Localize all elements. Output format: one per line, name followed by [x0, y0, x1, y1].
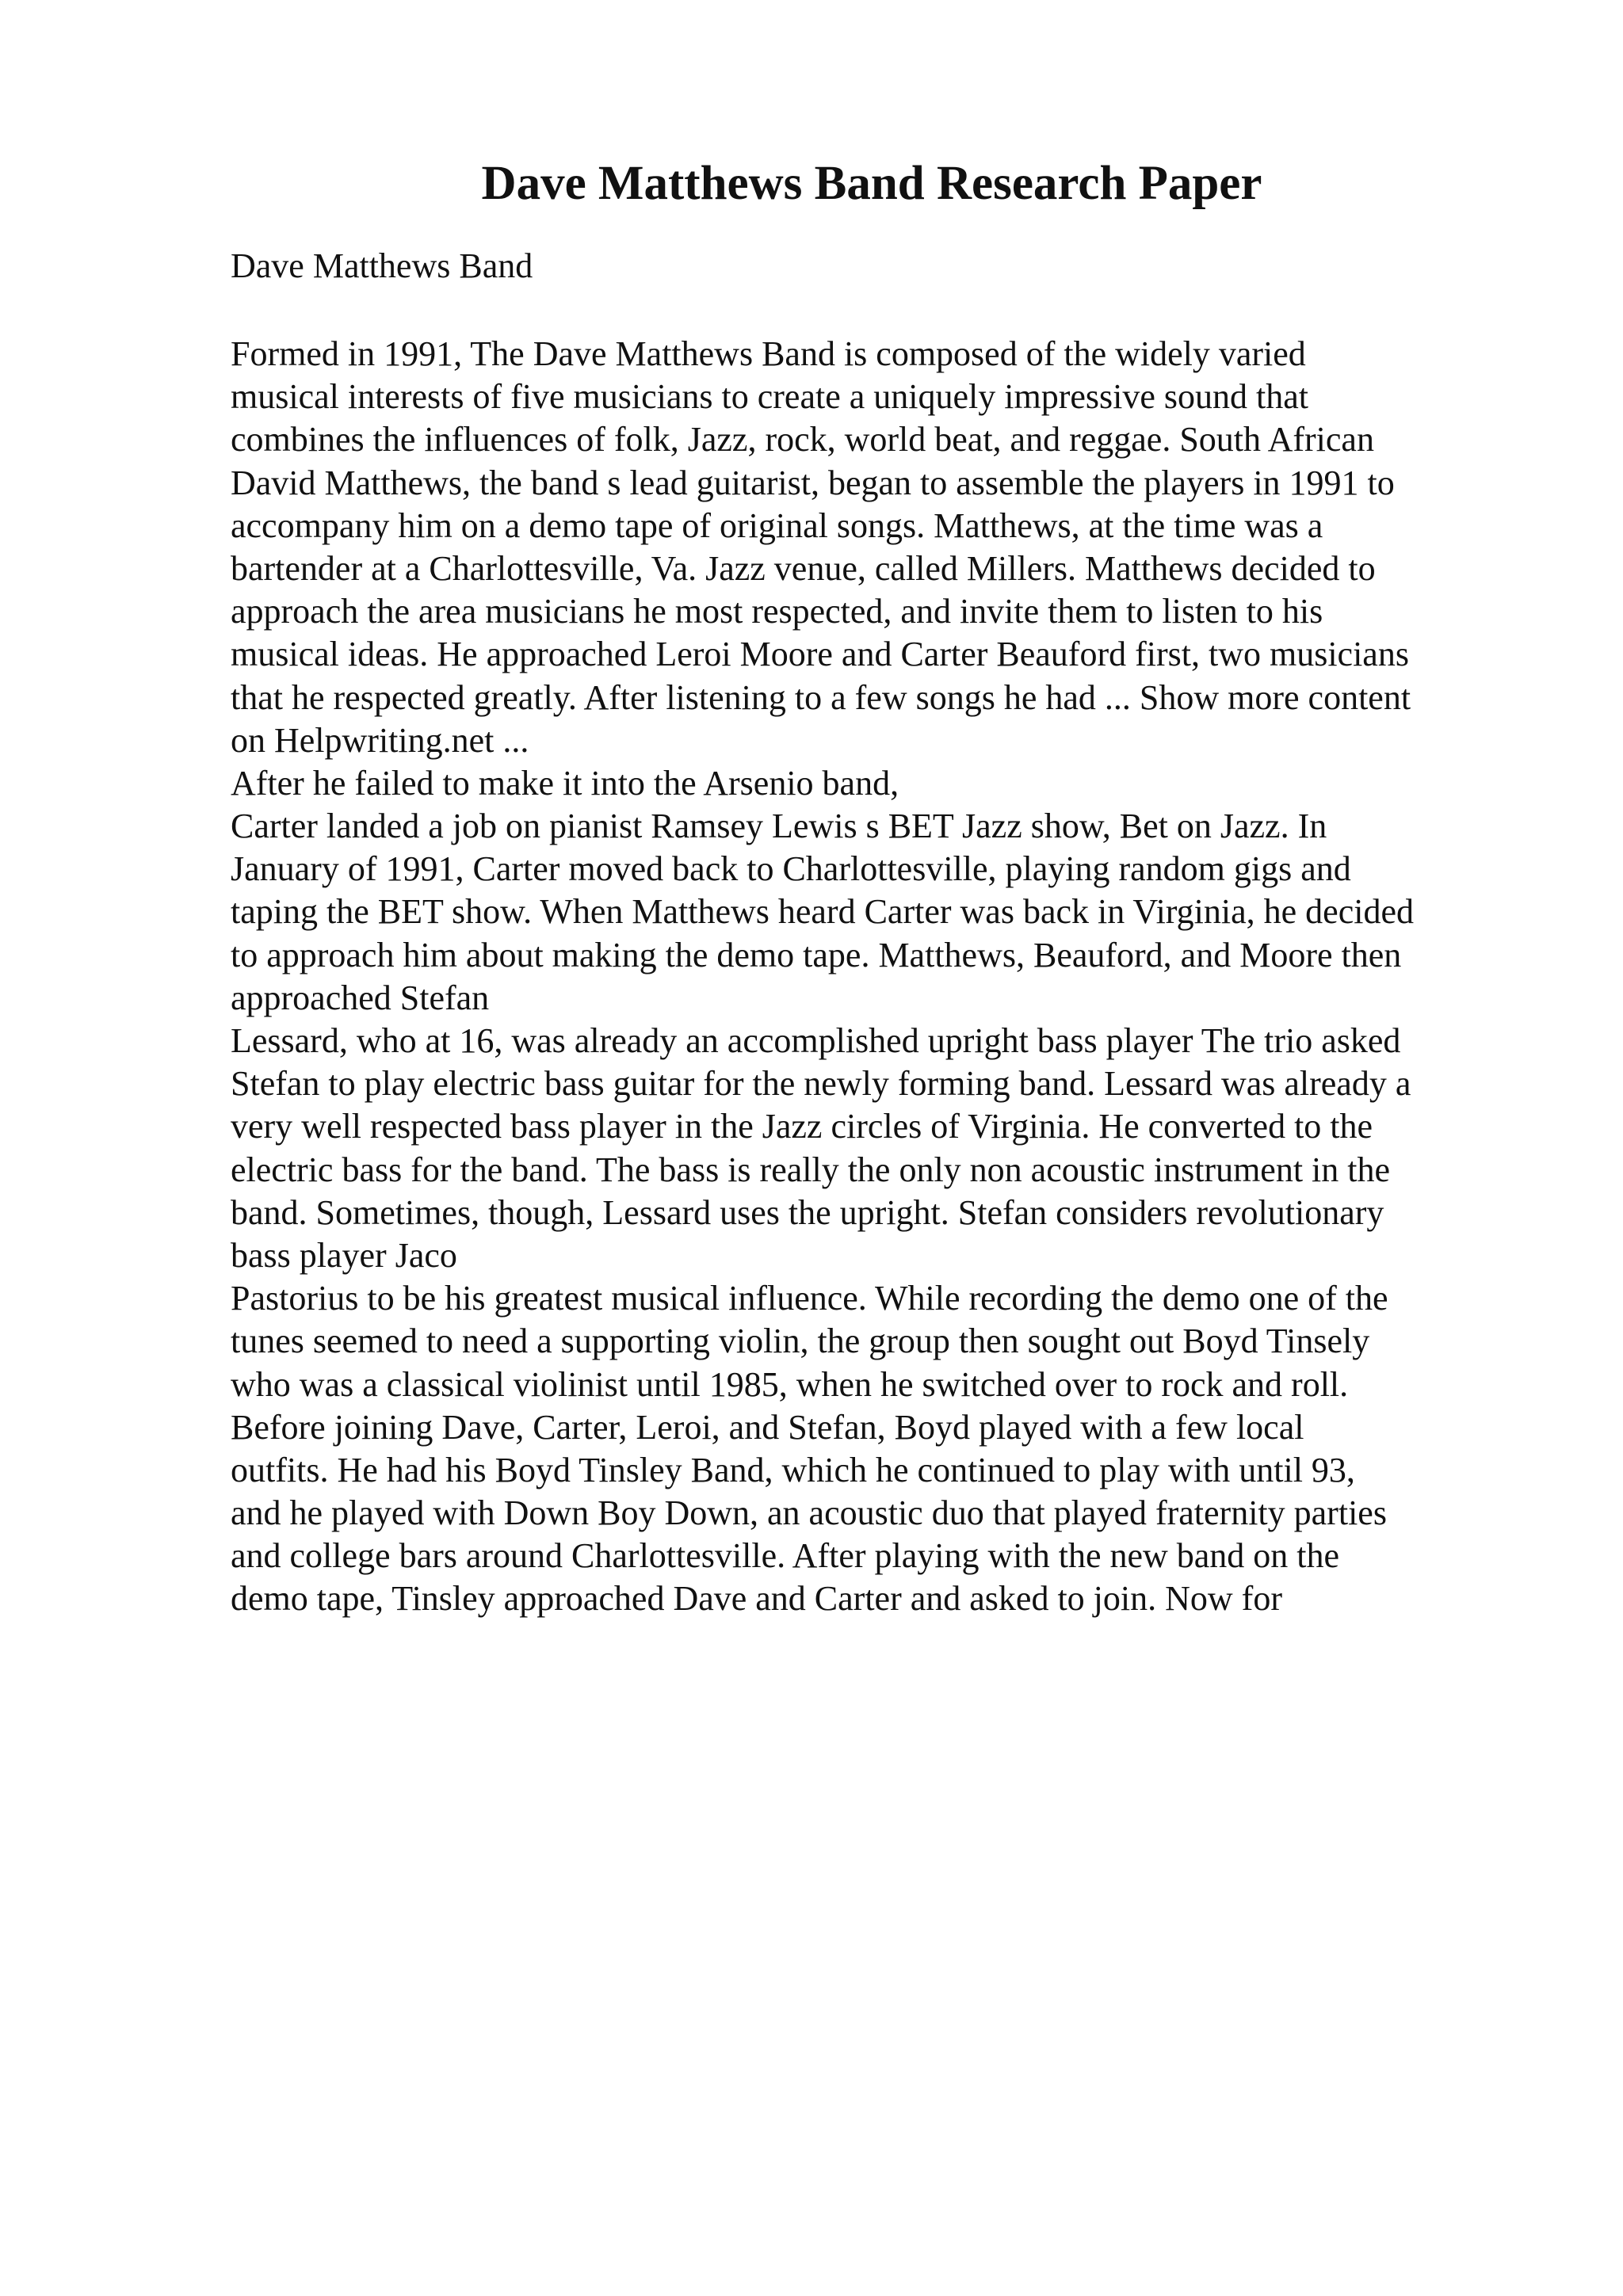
body-line: Pastorius to be his greatest musical influence. While recording the demo one of the [231, 1279, 1388, 1318]
body-line: Stefan to play electric bass guitar for the newly forming band. Lessard was already a [231, 1064, 1411, 1104]
body-line: bartender at a Charlottesville, Va. Jazz venue, called Millers. Matthews decided to [231, 548, 1376, 588]
body-line: on Helpwriting.net ... [231, 720, 529, 760]
body-line: Lessard, who at 16, was already an accomplished upright bass player The trio asked [231, 1021, 1401, 1060]
body-line: David Matthews, the band s lead guitarist, began to assemble the players in 1991 to [231, 463, 1395, 502]
page-title: Dave Matthews Band Research Paper [481, 157, 1262, 210]
body-line: musical interests of five musicians to create a uniquely impressive sound that [231, 377, 1308, 417]
body-line: very well respected bass player in the Jazz circles of Virginia. He converted to the [231, 1107, 1373, 1146]
body-text [231, 333, 1623, 1621]
page-subtitle: Dave Matthews Band [231, 246, 533, 285]
body-line: electric bass for the band. The bass is really the only non acoustic instrument in the [231, 1150, 1391, 1189]
body-line: to approach him about making the demo tape. Matthews, Beauford, and Moore then [231, 935, 1402, 974]
body-line: accompany him on a demo tape of original songs. Matthews, at the time was a [231, 505, 1323, 545]
body-line: approached Stefan [231, 978, 490, 1017]
body-line: Formed in 1991, The Dave Matthews Band is composed of the widely varied [231, 334, 1306, 373]
body-line: Before joining Dave, Carter, Leroi, and Stefan, Boyd played with a few local [231, 1407, 1304, 1447]
body-line: who was a classical violinist until 1985, when he switched over to rock and roll. [231, 1364, 1349, 1404]
body-line: approach the area musicians he most respected, and invite them to listen to his [231, 592, 1323, 631]
body-line: Carter landed a job on pianist Ramsey Lewis s BET Jazz show, Bet on Jazz. In [231, 807, 1327, 846]
body-line: outfits. He had his Boyd Tinsley Band, which he continued to play with until 93, [231, 1450, 1355, 1489]
body-line: and college bars around Charlottesville. After playing with the new band on the [231, 1536, 1340, 1576]
body-line: combines the influences of folk, Jazz, rock, world beat, and reggae. South African [231, 420, 1374, 460]
body-line: musical ideas. He approached Leroi Moore and Carter Beauford first, two musicians [231, 635, 1409, 674]
body-line: January of 1991, Carter moved back to Charlottesville, playing random gigs and [231, 849, 1351, 889]
body-line: band. Sometimes, though, Lessard uses the upright. Stefan considers revolutionary [231, 1192, 1384, 1232]
body-line: demo tape, Tinsley approached Dave and Carter and asked to join. Now for [231, 1579, 1282, 1619]
body-line: taping the BET show. When Matthews heard Carter was back in Virginia, he decided [231, 892, 1414, 932]
body-line: tunes seemed to need a supporting violin, the group then sought out Boyd Tinsely [231, 1322, 1370, 1361]
body-line: that he respected greatly. After listening to a few songs he had ... Show more content [231, 677, 1411, 717]
body-line: and he played with Down Boy Down, an acoustic duo that played fraternity parties [231, 1493, 1387, 1533]
body-line: After he failed to make it into the Arsenio band, [231, 763, 899, 803]
body-line: bass player Jaco [231, 1235, 457, 1275]
